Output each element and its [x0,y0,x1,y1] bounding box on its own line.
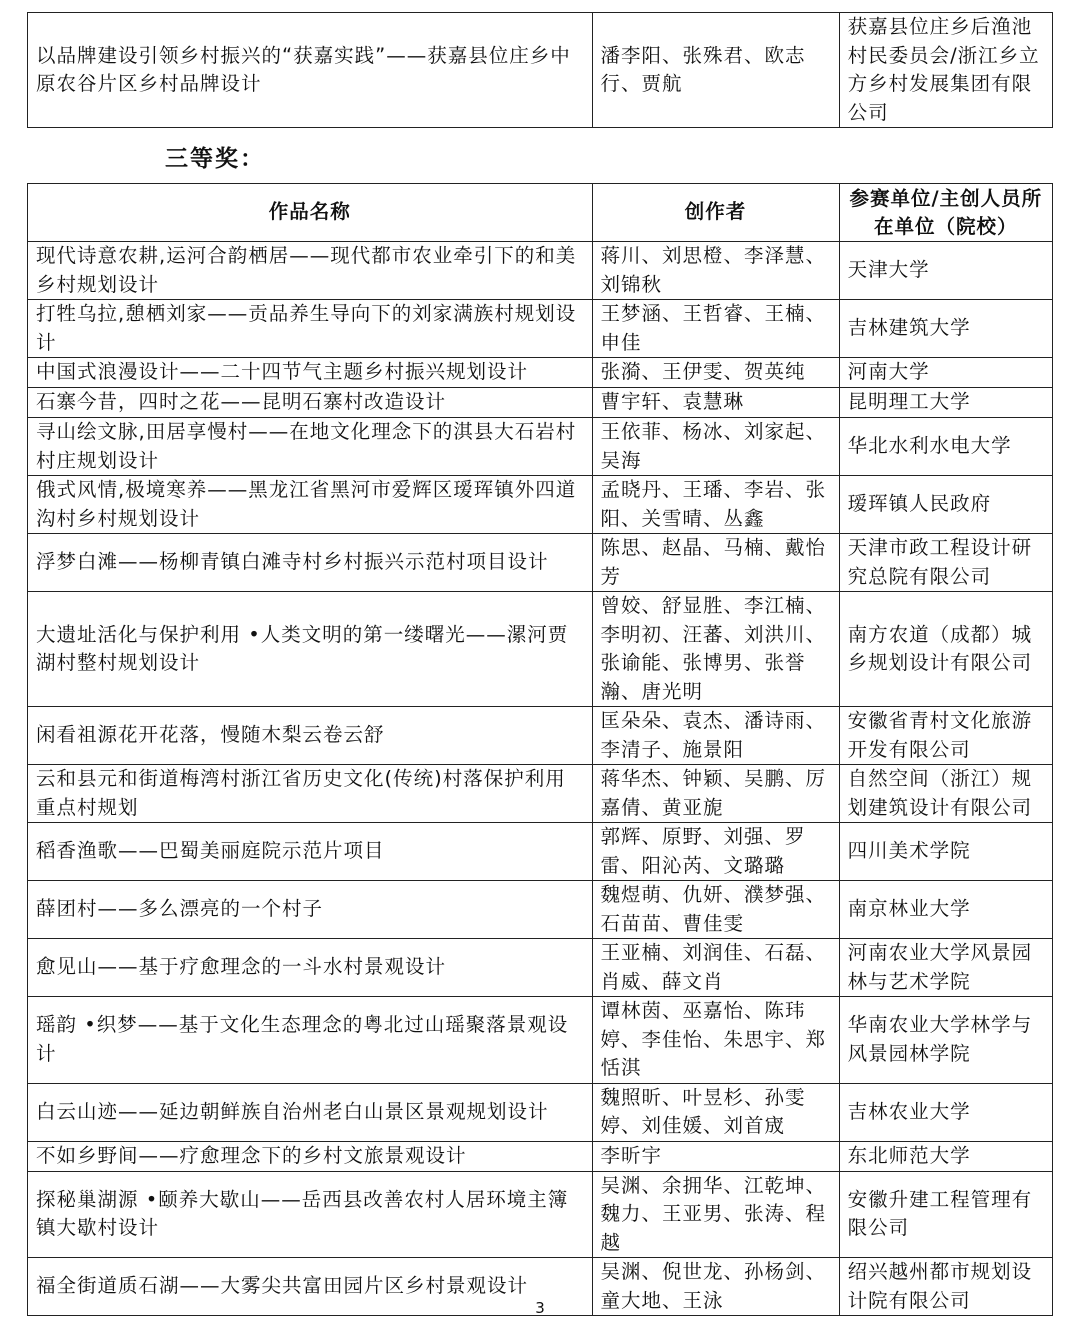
table-row [28,997,1053,1084]
unit-cell: 吉林农业大学 [839,1083,1052,1141]
creators-cell: 张漪、王伊雯、贺英纯 [592,358,839,388]
work-title-cell: 福全街道质石湖——大雾尖共富田园片区乡村景观设计 [28,1258,593,1316]
work-title-cell: 愈见山——基于疗愈理念的一斗水村景观设计 [28,939,593,997]
creators-cell: 魏煜萌、仇妍、濮梦强、石苗苗、曹佳雯 [592,881,839,939]
section-heading-third-prize: 三等奖： [165,146,265,172]
header-work-title: 作品名称 [28,184,593,242]
work-title-cell: 以品牌建设引领乡村振兴的“获嘉实践”——获嘉县位庄乡中原农谷片区乡村品牌设计 [28,13,593,128]
table-row [28,242,1053,300]
work-title-cell: 稻香渔歌——巴蜀美丽庭院示范片项目 [28,823,593,881]
unit-cell: 四川美术学院 [839,823,1052,881]
work-title-cell: 不如乡野间——疗愈理念下的乡村文旅景观设计 [28,1141,593,1171]
creators-cell: 曾姣、舒显胜、李江楠、李明初、汪蕃、刘洪川、张谕能、张博男、张誉瀚、唐光明 [592,592,839,707]
unit-cell: 华北水利水电大学 [839,418,1052,476]
unit-cell: 天津大学 [839,242,1052,300]
unit-cell: 南京林业大学 [839,881,1052,939]
table-row [28,418,1053,476]
creators-cell: 潘李阳、张殊君、欧志行、贾航 [592,13,839,128]
unit-cell: 自然空间（浙江）规划建筑设计有限公司 [839,765,1052,823]
work-title-cell: 白云山迹——延边朝鲜族自治州老白山景区景观规划设计 [28,1083,593,1141]
table-row [28,1171,1053,1258]
work-title-cell: 俄式风情,极境寒养——黑龙江省黑河市爱辉区瑷珲镇外四道沟村乡村规划设计 [28,476,593,534]
creators-cell: 孟晓丹、王璠、李岩、张阳、关雪晴、丛鑫 [592,476,839,534]
creators-cell: 吴渊、余拥华、江乾坤、魏力、王亚男、张涛、程越 [592,1171,839,1258]
creators-cell: 李昕宇 [592,1141,839,1171]
work-title-cell: 探秘巢湖源 •颐养大歇山——岳西县改善农村人居环境主簿镇大歇村设计 [28,1171,593,1258]
table-header-row [28,184,1053,242]
work-title-cell: 中国式浪漫设计——二十四节气主题乡村振兴规划设计 [28,358,593,388]
third-prize-table [27,183,1053,1316]
unit-cell: 安徽省青村文化旅游开发有限公司 [839,707,1052,765]
creators-cell: 蒋华杰、钟颖、吴鹏、厉嘉倩、黄亚旎 [592,765,839,823]
table-row [28,592,1053,707]
table-row [28,707,1053,765]
work-title-cell: 现代诗意农耕,运河合韵栖居——现代都市农业牵引下的和美乡村规划设计 [28,242,593,300]
creators-cell: 陈思、赵晶、马楠、戴怡芳 [592,534,839,592]
table-row [28,13,1053,128]
unit-cell: 天津市政工程设计研究总院有限公司 [839,534,1052,592]
creators-cell: 魏照昕、叶昱杉、孙雯婷、刘佳媛、刘首宬 [592,1083,839,1141]
work-title-cell: 瑶韵 •织梦——基于文化生态理念的粤北过山瑶聚落景观设计 [28,997,593,1084]
creators-cell: 王梦涵、王哲睿、王楠、申佳 [592,300,839,358]
unit-cell: 绍兴越州都市规划设计院有限公司 [839,1258,1052,1316]
work-title-cell: 浮梦白滩——杨柳青镇白滩寺村乡村振兴示范村项目设计 [28,534,593,592]
creators-cell: 谭林茵、巫嘉怡、陈玮婷、李佳怡、朱思宇、郑恬淇 [592,997,839,1084]
unit-cell: 昆明理工大学 [839,388,1052,418]
table-row [28,823,1053,881]
unit-cell: 安徽升建工程管理有限公司 [839,1171,1052,1258]
table-row [28,1083,1053,1141]
work-title-cell: 石寨今昔，四时之花——昆明石寨村改造设计 [28,388,593,418]
work-title-cell: 寻山绘文脉,田居享慢村——在地文化理念下的淇县大石岩村村庄规划设计 [28,418,593,476]
page-number: 3 [535,1299,545,1317]
previous-award-table [27,12,1053,128]
creators-cell: 匡朵朵、袁杰、潘诗雨、李清子、施景阳 [592,707,839,765]
header-creators: 创作者 [592,184,839,242]
creators-cell: 王亚楠、刘润佳、石磊、肖威、薛文肖 [592,939,839,997]
work-title-cell: 薛团村——多么漂亮的一个村子 [28,881,593,939]
table-row [28,881,1053,939]
table-row [28,939,1053,997]
creators-cell: 王依菲、杨冰、刘家起、吴海 [592,418,839,476]
table-row [28,1141,1053,1171]
creators-cell: 郭辉、原野、刘强、罗雷、阳沁芮、文璐璐 [592,823,839,881]
table-row [28,358,1053,388]
work-title-cell: 云和县元和街道梅湾村浙江省历史文化(传统)村落保护利用重点村规划 [28,765,593,823]
table-row [28,476,1053,534]
unit-cell: 瑷珲镇人民政府 [839,476,1052,534]
creators-cell: 蒋川、刘思橙、李泽慧、刘锦秋 [592,242,839,300]
table-row [28,300,1053,358]
table-row [28,388,1053,418]
unit-cell: 东北师范大学 [839,1141,1052,1171]
work-title-cell: 闲看祖源花开花落，慢随木梨云卷云舒 [28,707,593,765]
work-title-cell: 打牲乌拉,憩栖刘家——贡品养生导向下的刘家满族村规划设计 [28,300,593,358]
unit-cell: 获嘉县位庄乡后渔池村民委员会/浙江乡立方乡村发展集团有限公司 [839,13,1052,128]
unit-cell: 吉林建筑大学 [839,300,1052,358]
creators-cell: 曹宇轩、袁慧琳 [592,388,839,418]
creators-cell: 吴渊、倪世龙、孙杨剑、童大地、王泳 [592,1258,839,1316]
unit-cell: 华南农业大学林学与风景园林学院 [839,997,1052,1084]
table-row [28,765,1053,823]
work-title-cell: 大遗址活化与保护利用 •人类文明的第一缕曙光——漯河贾湖村整村规划设计 [28,592,593,707]
unit-cell: 南方农道（成都）城乡规划设计有限公司 [839,592,1052,707]
unit-cell: 河南农业大学风景园林与艺术学院 [839,939,1052,997]
table-row [28,534,1053,592]
header-unit: 参赛单位/主创人员所在单位（院校） [839,184,1052,242]
unit-cell: 河南大学 [839,358,1052,388]
